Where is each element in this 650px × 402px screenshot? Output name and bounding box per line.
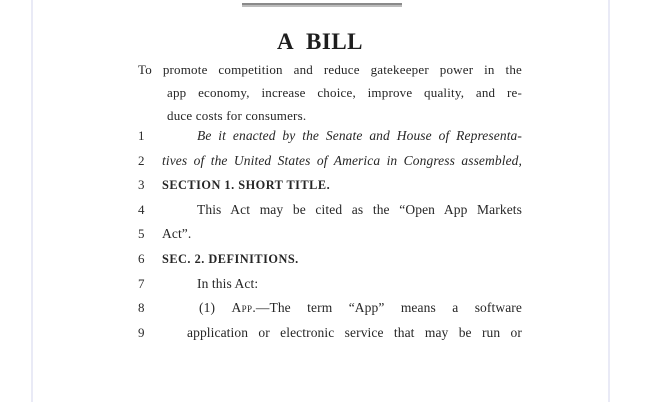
- line-number: 1: [138, 128, 145, 143]
- line-number: 5: [138, 226, 145, 242]
- line-text-rest: .—The term “App” means a software: [252, 300, 522, 316]
- bill-line-9: [138, 321, 522, 346]
- line-number: 6: [138, 250, 145, 266]
- section-heading: SEC. 2. DEFINITIONS.: [162, 251, 299, 266]
- line-text: application or electronic service that may be run or: [187, 324, 522, 340]
- bill-line-8: [138, 296, 522, 321]
- page-edge-left-line: [31, 0, 33, 402]
- defined-term: App: [231, 300, 253, 316]
- bill-line-2: [138, 149, 522, 174]
- bill-line-4: [138, 198, 522, 223]
- line-number: 8: [138, 300, 145, 316]
- line-number: 3: [138, 177, 145, 193]
- bill-line-6: [138, 247, 522, 272]
- line-text: Act”.: [162, 226, 192, 242]
- bill-line-5: [138, 222, 522, 247]
- section-heading: SECTION 1. SHORT TITLE.: [162, 178, 331, 193]
- line-text: tives of the United States of America in Congress assembled,: [162, 152, 522, 168]
- line-number: 4: [138, 201, 145, 217]
- line-number: 7: [138, 275, 145, 291]
- bill-title: A BILL: [276, 29, 364, 54]
- page-edge-right-line: [608, 0, 610, 402]
- bill-line-3: [138, 173, 522, 198]
- preamble-line: duce costs for consumers.: [167, 108, 307, 123]
- preamble-line: app economy, increase choice, improve quality, and re-: [167, 85, 522, 100]
- line-number: 9: [138, 324, 145, 340]
- bill-body: [138, 124, 522, 345]
- line-number: 2: [138, 152, 145, 168]
- bill-line-7: [138, 272, 522, 297]
- bill-line-1: [138, 124, 522, 149]
- line-text: Be it enacted by the Senate and House of Representa-: [197, 128, 522, 143]
- preamble-line: To promote competition and reduce gatekeeper power in the: [138, 62, 522, 77]
- header-rule: [242, 3, 402, 7]
- line-text-prefix: (1): [199, 300, 232, 316]
- line-text: In this Act:: [197, 275, 259, 291]
- preamble: [138, 58, 522, 127]
- line-text: [162, 296, 522, 321]
- line-text: This Act may be cited as the “Open App Markets: [197, 201, 522, 217]
